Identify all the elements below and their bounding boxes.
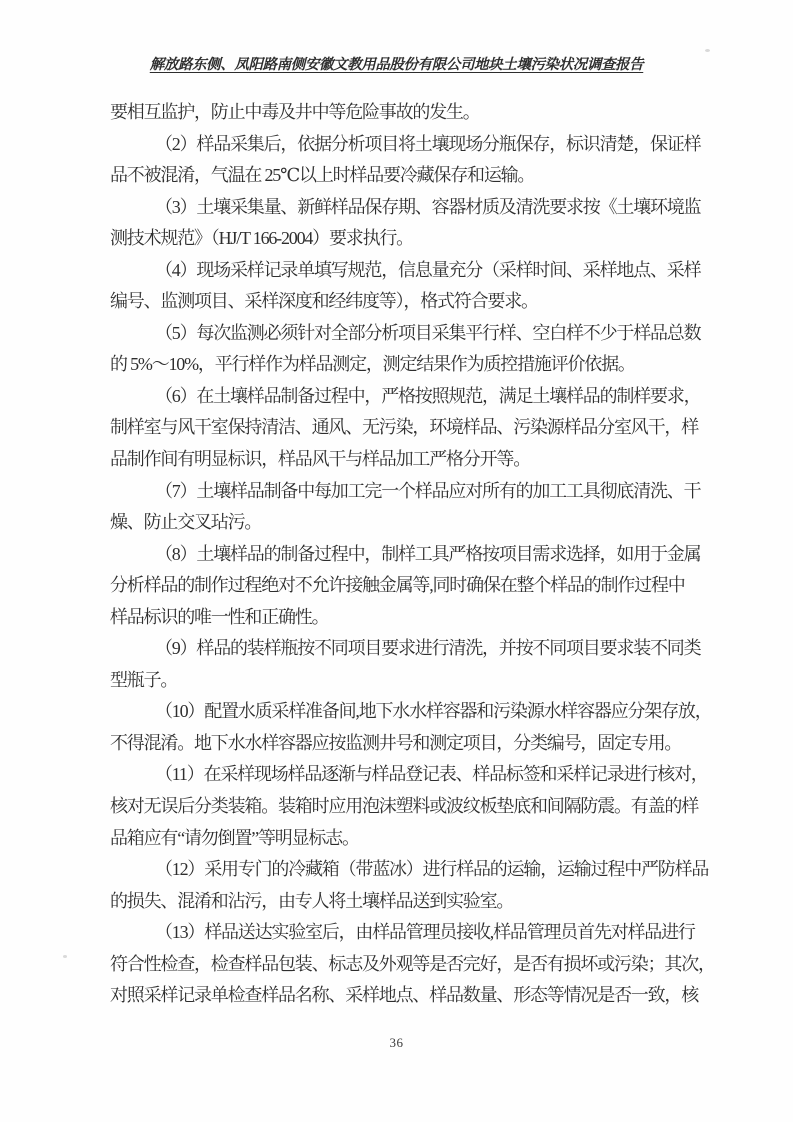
page-number: 36 [389,1035,404,1050]
text-line: 的 5%～10%，平行样作为样品测定，测定结果作为质控措施评价依据。 [110,354,635,375]
text-line: （11）在采样现场样品逐渐与样品登记表、样品标签和采样记录进行核对， [155,764,708,785]
text-line: （13）样品送达实验室后，由样品管理员接收,样品管理员首先对样品进行 [155,922,695,943]
text-line: 要相互监护，防止中毒及井中等危险事故的发生。 [110,102,480,122]
text-line: （7）土壤样品制备中每加工完一个样品应对所有的加工工具彻底清洗、干 [155,480,701,501]
text-line: 品箱应有“请勿倒置”等明显标志。 [110,827,359,848]
page-header-title: 解放路东侧、凤阳路南侧安徽文教用品股份有限公司地块土壤污染状况调查报告 [149,57,644,73]
text-line: （9）样品的装样瓶按不同项目要求进行清洗，并按不同项目要求装不同类 [155,638,701,659]
text-line: 测技术规范》（HJ/T 166-2004）要求执行。 [110,228,413,249]
text-line: 燥、防止交叉玷污。 [110,512,262,533]
scan-speck [705,49,710,52]
text-line: 品不被混淆，气温在 25℃以上时样品要冷藏保存和运输。 [110,165,535,186]
text-line: 品制作间有明显标识，样品风干与样品加工严格分开等。 [110,449,530,470]
text-line: 核对无误后分类装箱。装箱时应用泡沫塑料或波纹板垫底和间隔防震。有盖的样 [110,796,698,817]
text-line: （4）现场采样记录单填写规范，信息量充分（采样时间、采样地点、采样 [155,259,701,280]
text-line: 制样室与风干室保持清洁、通风、无污染，环境样品、污染源样品分室风干，样 [110,417,698,438]
text-line: 分析样品的制作过程绝对不允许接触金属等,同时确保在整个样品的制作过程中 [110,575,685,596]
text-line: （10）配置水质采样准备间,地下水水样容器和污染源水样容器应分架存放， [155,701,712,722]
text-line: （5）每次监测必须针对全部分析项目采集平行样、空白样不少于样品总数 [155,322,701,343]
text-line: 编号、监测项目、采样深度和经纬度等），格式符合要求。 [110,291,538,312]
text-line: （2）样品采集后，依据分析项目将土壤现场分瓶保存，标识清楚，保证样 [155,133,701,154]
scan-speck [63,955,67,958]
text-line: 不得混淆。地下水水样容器应按监测井号和测定项目，分类编号，固定专用。 [110,732,682,753]
text-line: 符合性检查，检查样品包装、标志及外观等是否完好，是否有损坏或污染；其次， [110,953,715,974]
text-line: （3）土壤采集量、新鲜样品保存期、容器材质及清洗要求按《土壤环境监 [155,196,701,217]
document-body [110,97,715,1012]
text-line: 样品标识的唯一性和正确性。 [110,606,329,627]
text-line: 对照采样记录单检查样品名称、采样地点、样品数量、形态等情况是否一致，核 [110,985,698,1006]
page-header [0,53,793,74]
text-line: 的损失、混淆和沾污，由专人将土壤样品送到实验室。 [110,890,514,911]
text-line: （8）土壤样品的制备过程中，制样工具严格按项目需求选择，如用于金属 [155,543,701,564]
text-line: 型瓶子。 [110,669,178,690]
text-line: （12）采用专门的冷藏箱（带蓝冰）进行样品的运输，运输过程中严防样品 [155,859,709,880]
text-line: （6）在土壤样品制备过程中，严格按照规范，满足土壤样品的制样要求， [155,385,701,406]
